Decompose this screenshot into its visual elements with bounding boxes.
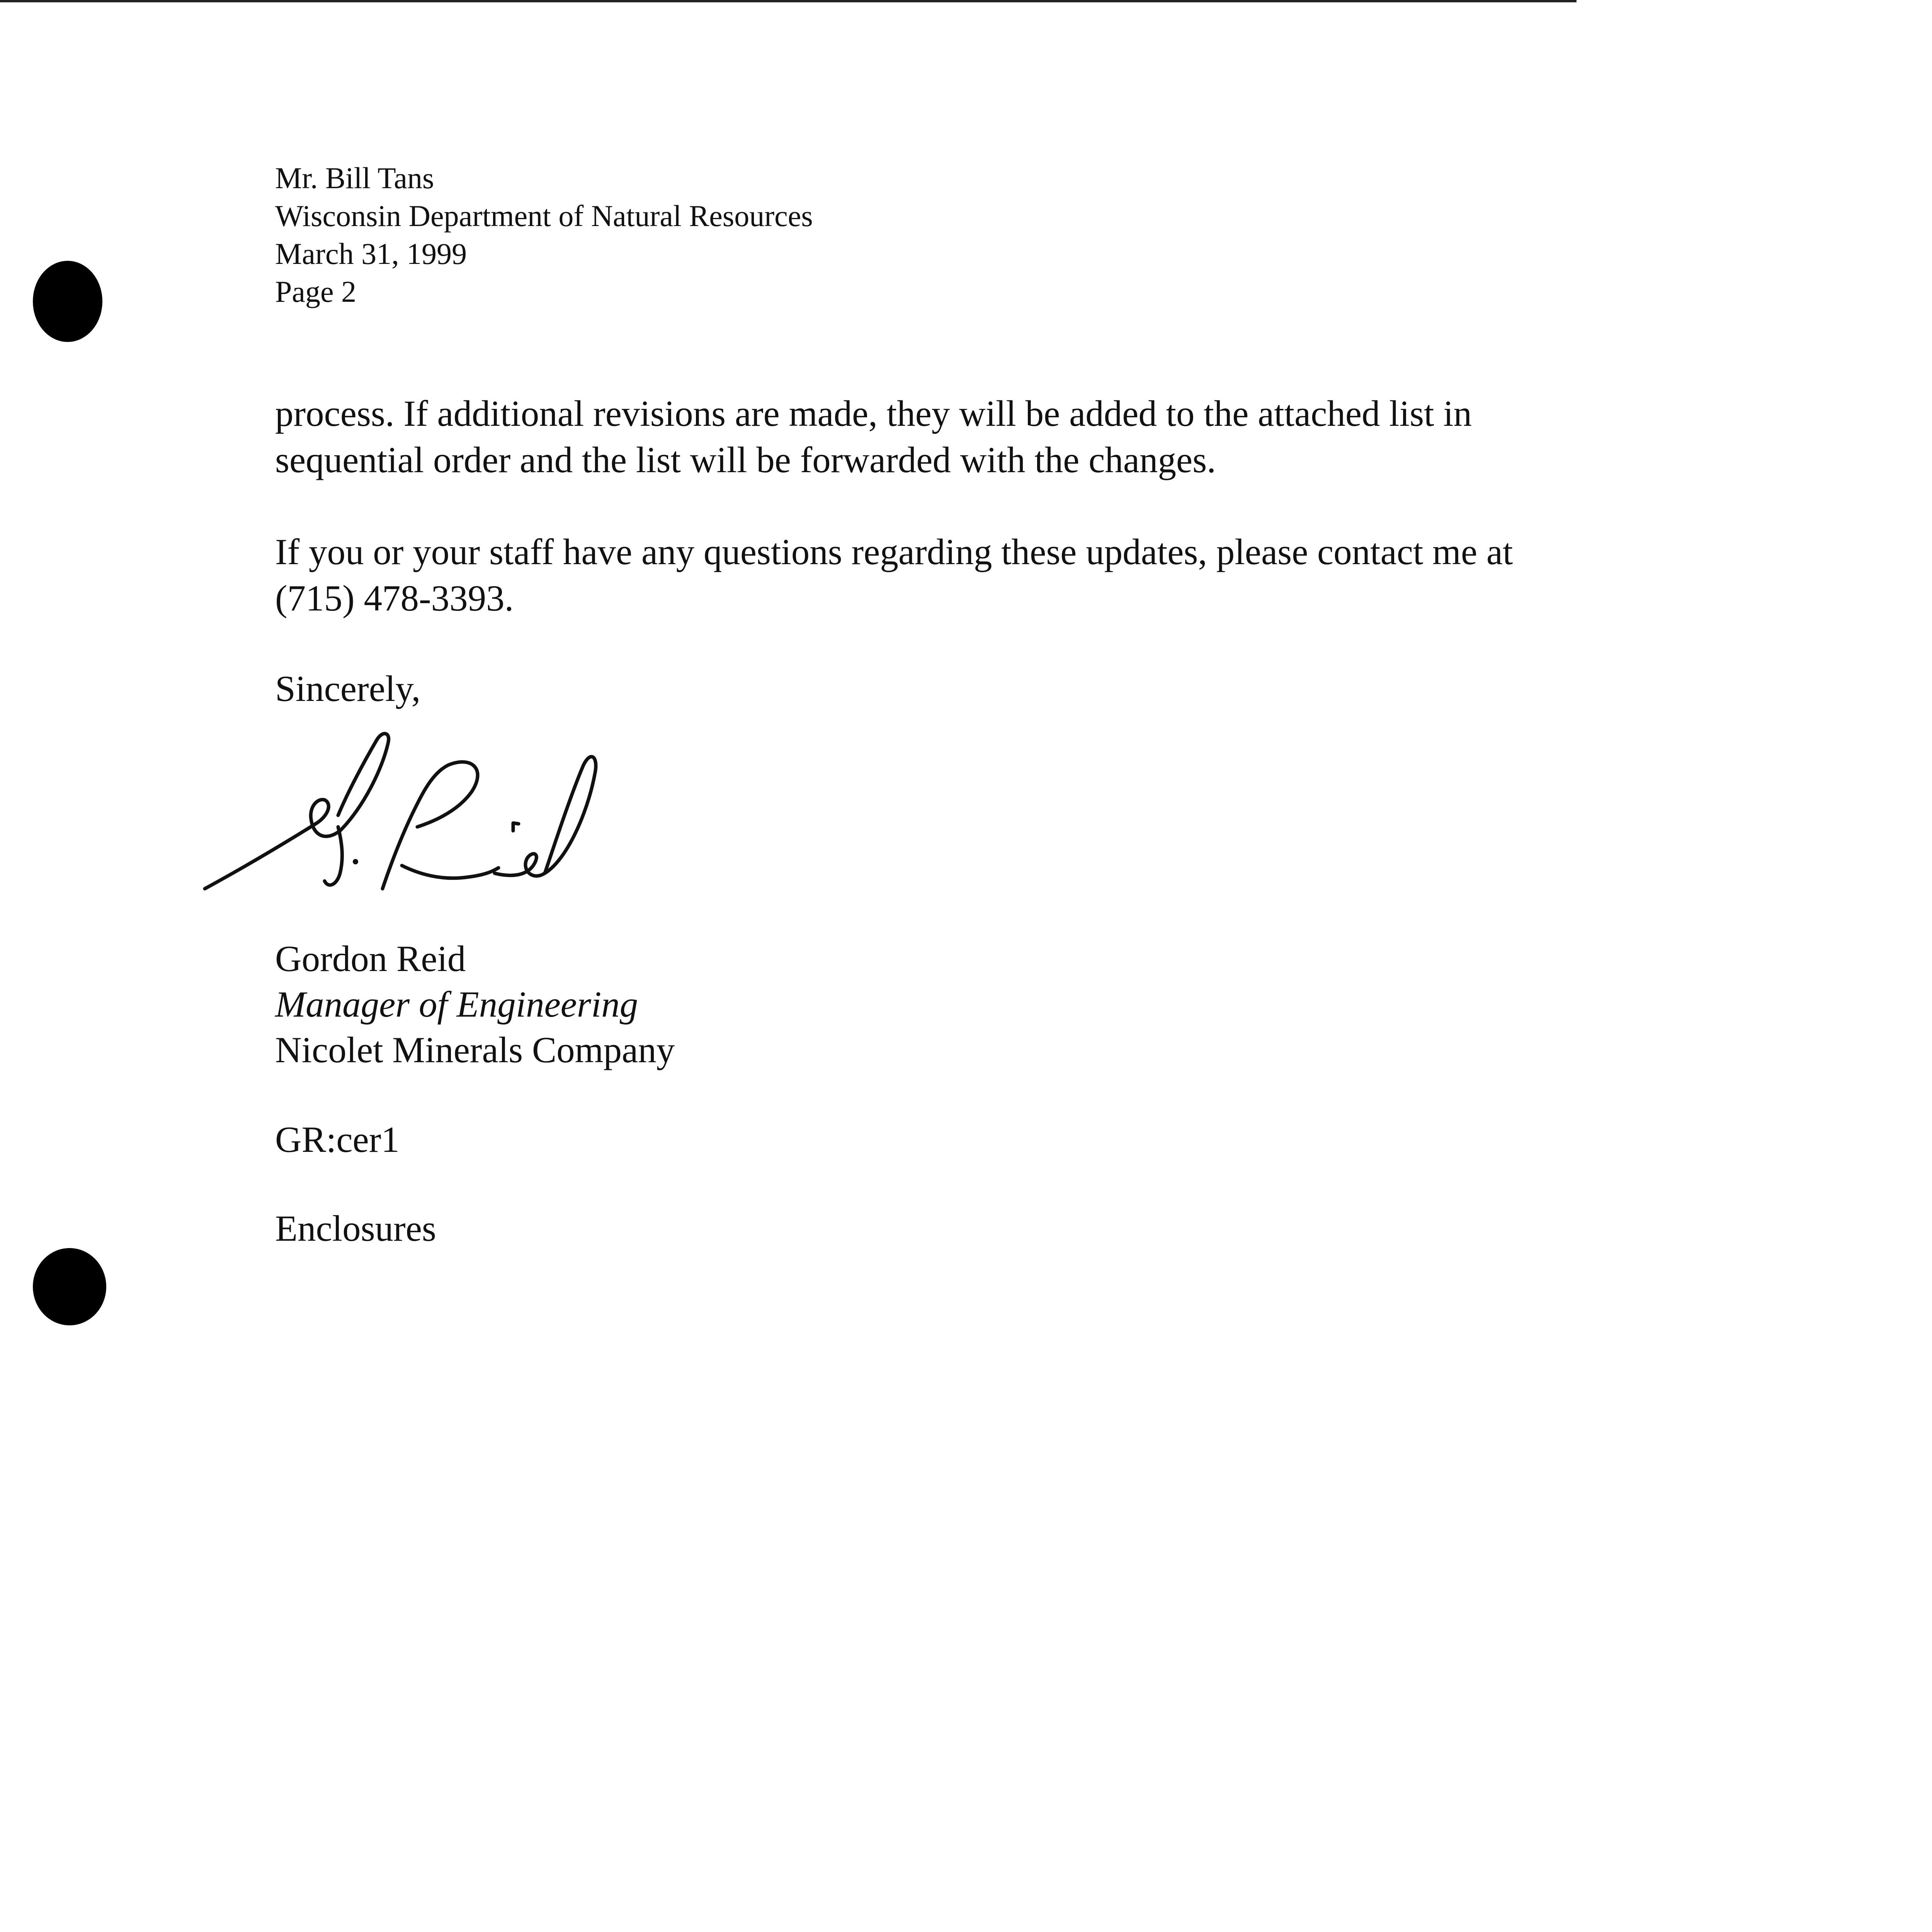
signer-name: Gordon Reid xyxy=(275,938,466,979)
signer-company: Nicolet Minerals Company xyxy=(275,1029,675,1070)
paragraph-1-line-2: sequential order and the list will be forwarded with the changes. xyxy=(275,439,1216,480)
punch-hole-top xyxy=(33,261,102,342)
letter-header xyxy=(275,159,813,311)
handwritten-signature xyxy=(201,726,649,904)
body-paragraph-2 xyxy=(275,529,1513,621)
signature-block xyxy=(275,936,675,1073)
page-number: Page 2 xyxy=(275,275,357,308)
body-paragraph-1 xyxy=(275,390,1472,483)
punch-hole-middle xyxy=(33,1248,106,1325)
paragraph-2-line-1: If you or your staff have any questions regarding these updates, please contact me at xyxy=(275,531,1513,572)
closing-salutation: Sincerely, xyxy=(275,668,421,709)
letter-date: March 31, 1999 xyxy=(275,237,467,270)
enclosures-notation: Enclosures xyxy=(275,1208,436,1249)
paragraph-2-line-2: (715) 478-3393. xyxy=(275,578,514,619)
reference-initials: GR:cer1 xyxy=(275,1119,400,1160)
signer-title: Manager of Engineering xyxy=(275,984,638,1025)
paragraph-1-line-1: process. If additional revisions are made, they will be added to the attached list in xyxy=(275,393,1472,434)
scan-top-edge xyxy=(0,0,1577,2)
recipient-organization: Wisconsin Department of Natural Resources xyxy=(275,199,813,233)
recipient-name: Mr. Bill Tans xyxy=(275,161,434,195)
